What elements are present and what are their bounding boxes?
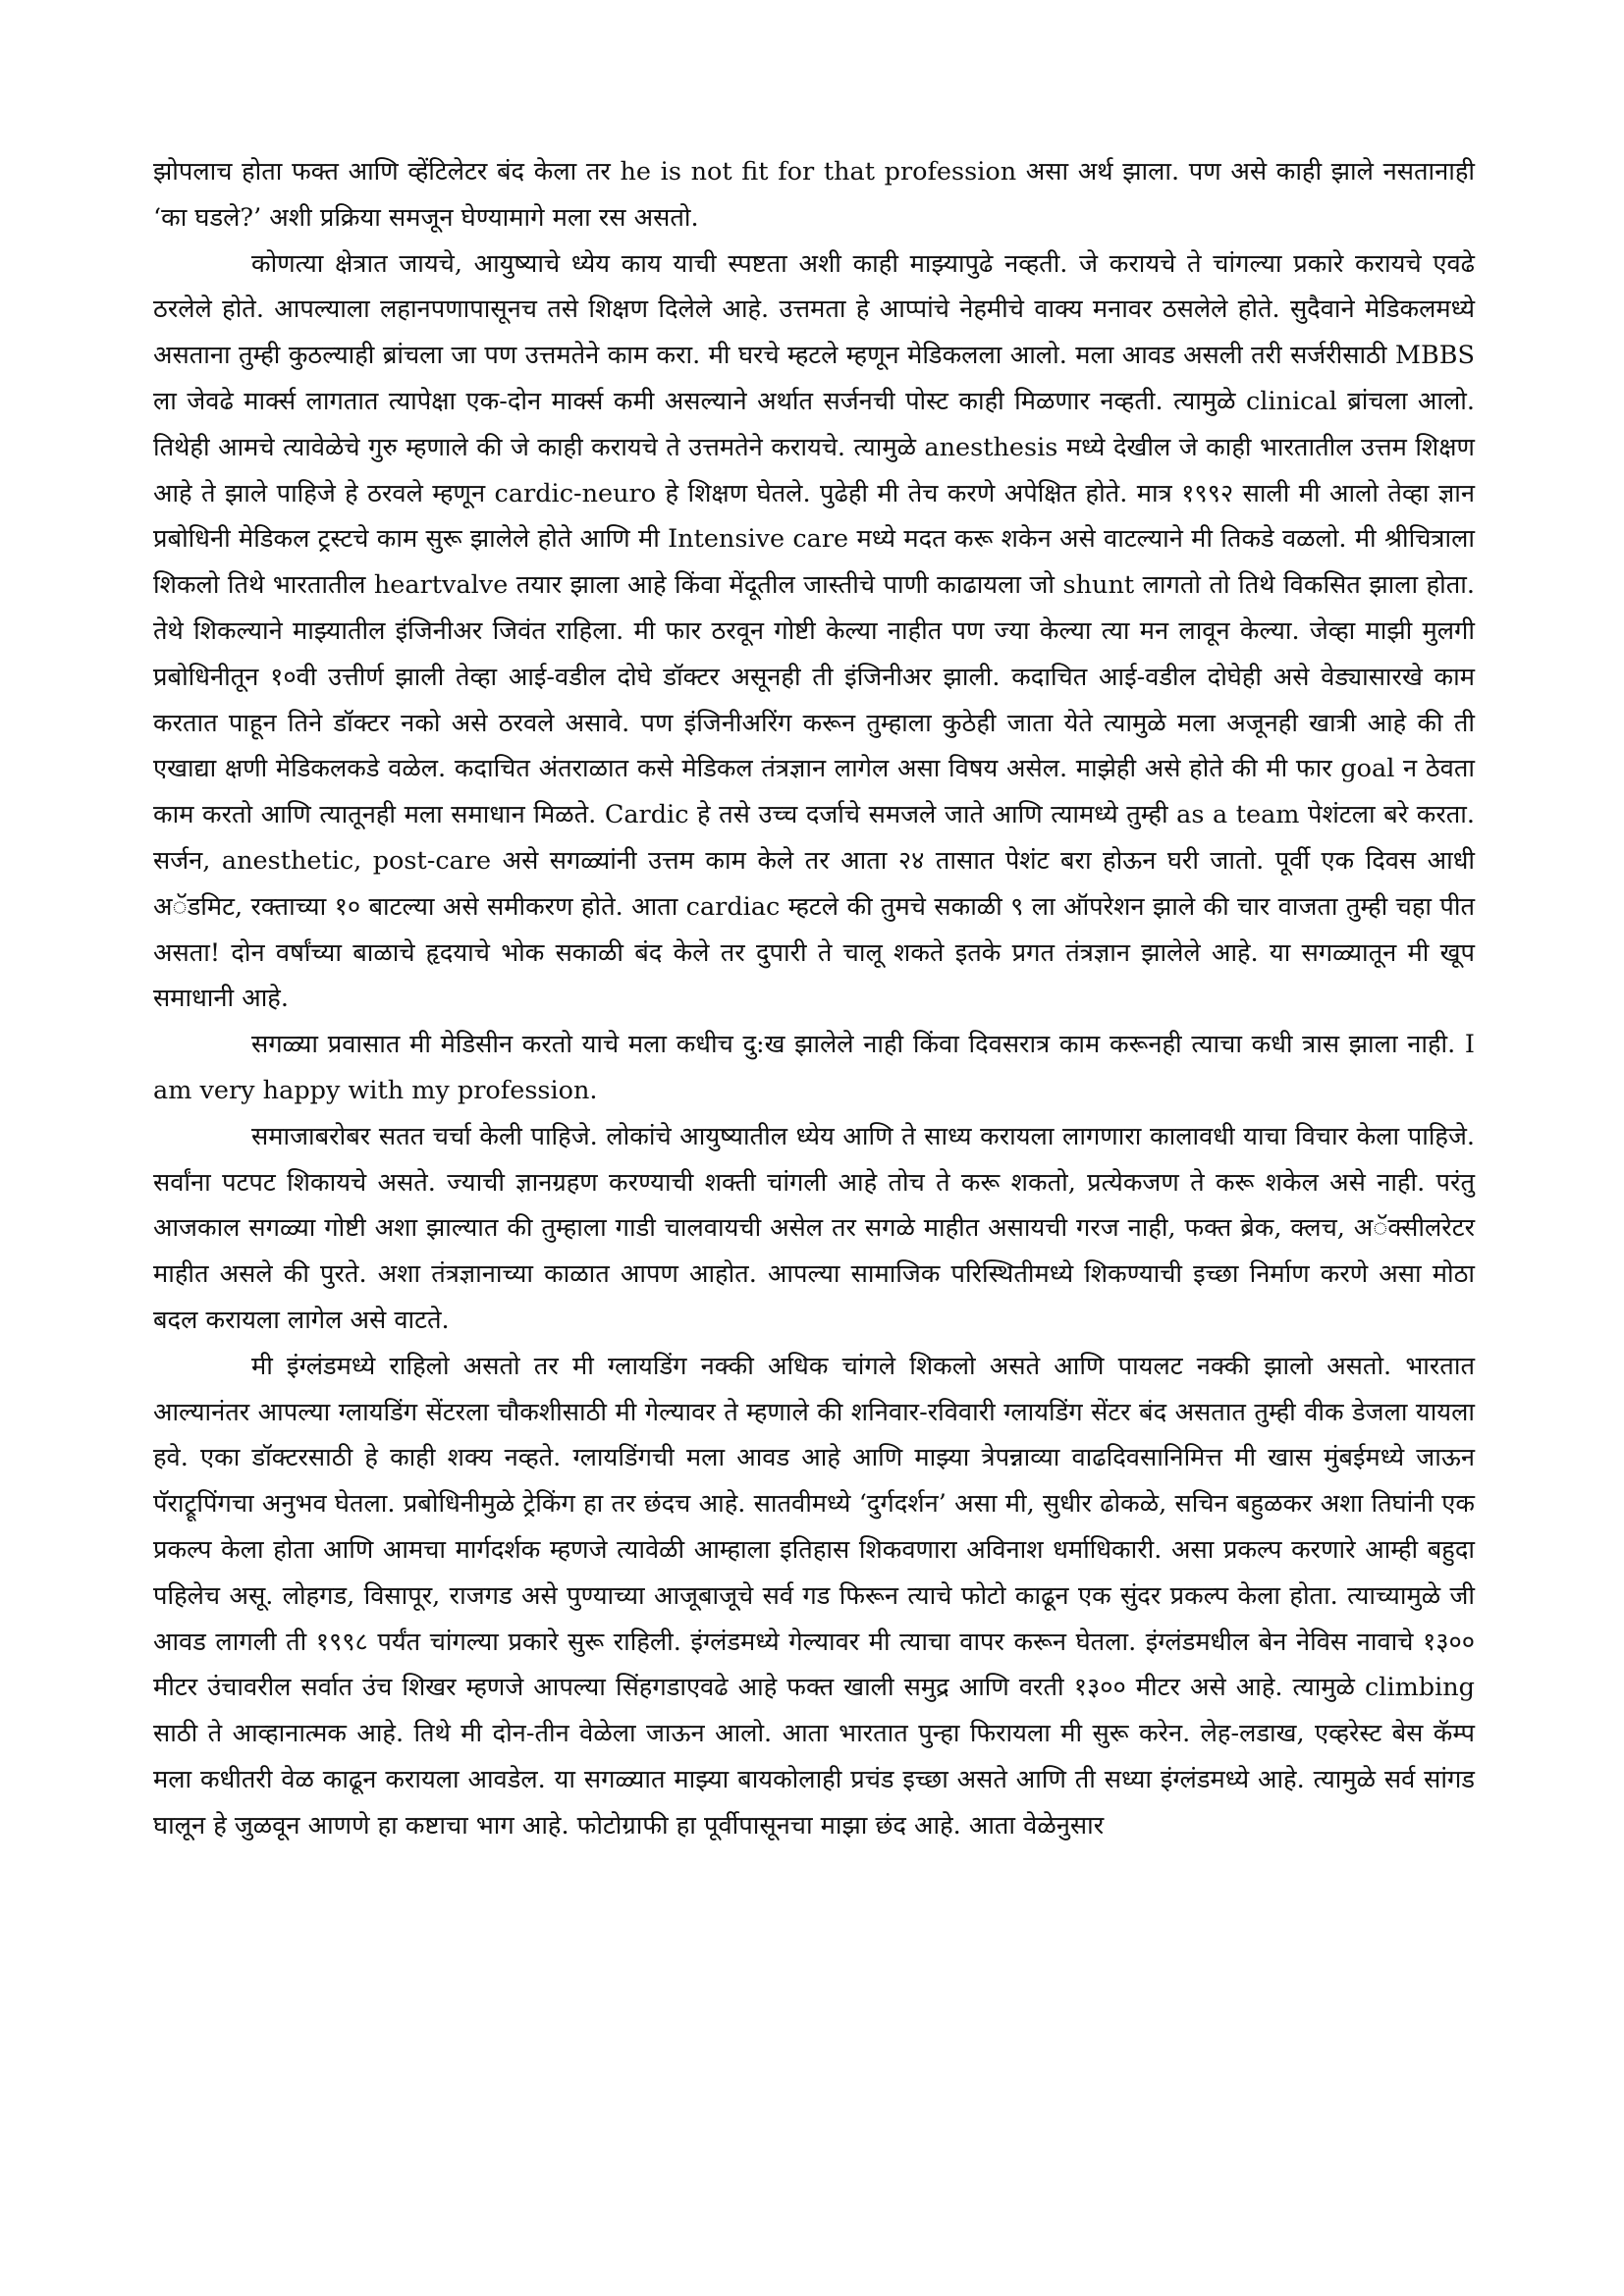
paragraph-hobbies: मी इंग्लंडमध्ये राहिलो असतो तर मी ग्लायडिंग नक्की अधिक चांगले शिकलो असते आणि पायलट नक्की झालो असतो. भारतात आल्यानंतर आपल्या ग्लायडिंग सेंटरला चौकशीसाठी मी गेल्यावर ते म्हणाले की शनिवार-रविवारी ग्लायडिंग सेंटर बंद असतात तुम्ही वीक डेजला यायला हवे. एका डॉक्टरसाठी हे काही शक्य नव्हते. ग्लायडिंगची मला आवड आहे आणि माझ्या त्रेपन्नाव्या वाढदिवसानिमित्त मी खास मुंबईमध्ये जाऊन पॅराट्रूपिंगचा अनुभव घेतला. प्रबोधिनीमुळे ट्रेकिंग हा तर छंदच आहे. सातवीमध्ये ‘दुर्गदर्शन’ असा मी, सुधीर ढोकळे, सचिन बहुळकर अशा तिघांनी एक प्रकल्प केला होता आणि आमचा मार्गदर्शक म्हणजे त्यावेळी आम्हाला इतिहास शिकवणारा अविनाश धर्माधिकारी. असा प्रकल्प करणारे आम्ही बहुदा पहिलेच असू. लोहगड, विसापूर, राजगड असे पुण्याच्या आजूबाजूचे सर्व गड फिरून त्याचे फोटो काढून एक सुंदर प्रकल्प केला होता. त्याच्यामुळे जी आवड लागली ती १९९८ पर्यंत चांगल्या प्रकारे सुरू राहिली. इंग्लंडमध्ये गेल्यावर मी त्याचा वापर करून घेतला. इंग्लंडमधील बेन नेविस नावाचे १३०० मीटर उंचावरील सर्वात उंच शिखर म्हणजे आपल्या सिंहगडाएवढे आहे फक्त खाली समुद्र आणि वरती १३०० मीटर असे आहे. त्यामुळे climbing साठी ते आव्हानात्मक आहे. तिथे मी दोन-तीन वेळेला जाऊन आलो. आता भारतात पुन्हा फिरायला मी सुरू करेन. लेह-लडाख, एव्हरेस्ट बेस कॅम्प मला कधीतरी वेळ काढून करायला आवडेल. या सगळ्यात माझ्या बायकोलाही प्रचंड इच्छा असते आणि ती सध्या इंग्लंडमध्ये आहे. त्यामुळे सर्व सांगड घालून हे जुळवून आणणे हा कष्टाचा भाग आहे. फोटोग्राफी हा पूर्वीपासूनचा माझा छंद आहे. आता वेळेनुसार [153,1351,1475,1841]
paragraph-continuation: झोपलाच होता फक्त आणि व्हेंटिलेटर बंद केला तर he is not fit for that profession असा अर्थ झाला. पण असे काही झाले नसतानाही ‘का घडले?’ अशी प्रक्रिया समजून घेण्यामागे मला रस असतो. [153,157,1475,233]
document-body [153,149,1475,1848]
paragraph-career-choice: कोणत्या क्षेत्रात जायचे, आयुष्याचे ध्येय काय याची स्पष्टता अशी काही माझ्यापुढे नव्हती. जे करायचे ते चांगल्या प्रकारे करायचे एवढे ठरलेले होते. आपल्याला लहानपणापासूनच तसे शिक्षण दिलेले आहे. उत्तमता हे आप्पांचे नेहमीचे वाक्य मनावर ठसलेले होते. सुदैवाने मेडिकलमध्ये असताना तुम्ही कुठल्याही ब्रांचला जा पण उत्तमतेने काम करा. मी घरचे म्हटले म्हणून मेडिकलला आलो. मला आवड असली तरी सर्जरीसाठी MBBS ला जेवढे मार्क्स लागतात त्यापेक्षा एक-दोन मार्क्स कमी असल्याने अर्थात सर्जनची पोस्ट काही मिळणार नव्हती. त्यामुळे clinical ब्रांचला आलो. तिथेही आमचे त्यावेळेचे गुरु म्हणाले की जे काही करायचे ते उत्तमतेने करायचे. त्यामुळे anesthesis मध्ये देखील जे काही भारतातील उत्तम शिक्षण आहे ते झाले पाहिजे हे ठरवले म्हणून cardic-neuro हे शिक्षण घेतले. पुढेही मी तेच करणे अपेक्षित होते. मात्र १९९२ साली मी आलो तेव्हा ज्ञान प्रबोधिनी मेडिकल ट्रस्टचे काम सुरू झालेले होते आणि मी Intensive care मध्ये मदत करू शकेन असे वाटल्याने मी तिकडे वळलो. मी श्रीचित्राला शिकलो तिथे भारतातील heartvalve तयार झाला आहे किंवा मेंदूतील जास्तीचे पाणी काढायला जो shunt लागतो तो तिथे विकसित झाला होता. तेथे शिकल्याने माझ्यातील इंजिनीअर जिवंत राहिला. मी फार ठरवून गोष्टी केल्या नाहीत पण ज्या केल्या त्या मन लावून केल्या. जेव्हा माझी मुलगी प्रबोधिनीतून १०वी उत्तीर्ण झाली तेव्हा आई-वडील दोघे डॉक्टर असूनही ती इंजिनीअर झाली. कदाचित आई-वडील दोघेही असे वेड्यासारखे काम करतात पाहून तिने डॉक्टर नको असे ठरवले असावे. पण इंजिनीअरिंग करून तुम्हाला कुठेही जाता येते त्यामुळे मला अजूनही खात्री आहे की ती एखाद्या क्षणी मेडिकलकडे वळेल. कदाचित अंतराळात कसे मेडिकल तंत्रज्ञान लागेल असा विषय असेल. माझेही असे होते की मी फार goal न ठेवता काम करतो आणि त्यातूनही मला समाधान मिळते. Cardic हे तसे उच्च दर्जाचे समजले जाते आणि त्यामध्ये तुम्ही as a team पेशंटला बरे करता. सर्जन, anesthetic, post-care असे सगळ्यांनी उत्तम काम केले तर आता २४ तासात पेशंट बरा होऊन घरी जातो. पूर्वी एक दिवस आधी अॅडमिट, रक्ताच्या १० बाटल्या असे समीकरण होते. आता cardiac म्हटले की तुमचे सकाळी ९ ला ऑपरेशन झाले की चार वाजता तुम्ही चहा पीत असता! दोन वर्षांच्या बाळाचे हृदयाचे भोक सकाळी बंद केले तर दुपारी ते चालू शकते इतके प्रगत तंत्रज्ञान झालेले आहे. या सगळ्यातून मी खूप समाधानी आहे. [153,248,1475,1014]
paragraph-profession-satisfaction: सगळ्या प्रवासात मी मेडिसीन करतो याचे मला कधीच दु:ख झालेले नाही किंवा दिवसरात्र काम करूनही त्याचा कधी त्रास झाला नाही. I am very happy with my profession. [153,1030,1475,1105]
paragraph-society-discussion: समाजाबरोबर सतत चर्चा केली पाहिजे. लोकांचे आयुष्यातील ध्येय आणि ते साध्य करायला लागणारा कालावधी याचा विचार केला पाहिजे. सर्वांना पटपट शिकायचे असते. ज्याची ज्ञानग्रहण करण्याची शक्ती चांगली आहे तोच ते करू शकतो, प्रत्येकजण ते करू शकेल असे नाही. परंतु आजकाल सगळ्या गोष्टी अशा झाल्यात की तुम्हाला गाडी चालवायची असेल तर सगळे माहीत असायची गरज नाही, फक्त ब्रेक, क्लच, अॅक्सीलरेटर माहीत असले की पुरते. अशा तंत्रज्ञानाच्या काळात आपण आहोत. आपल्या सामाजिक परिस्थितीमध्ये शिकण्याची इच्छा निर्माण करणे असा मोठा बदल करायला लागेल असे वाटते. [153,1121,1475,1335]
